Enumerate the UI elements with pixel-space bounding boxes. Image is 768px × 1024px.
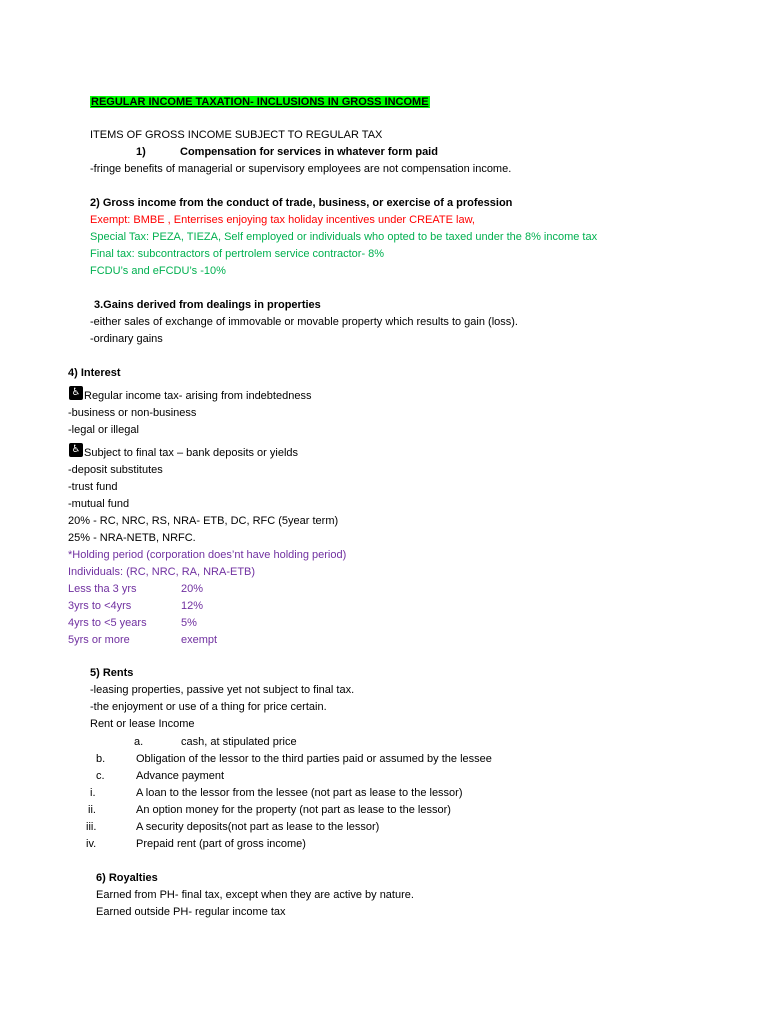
title-highlight: REGULAR INCOME TAXATION- INCLUSIONS IN GROSS INCOME: [91, 96, 429, 108]
item5-line1: -leasing properties, passive yet not subject to final tax.: [90, 684, 355, 696]
period-rate: 12%: [181, 600, 204, 612]
list-item: A security deposits(not part as lease to the lessor): [136, 821, 380, 833]
item2-heading: 2) Gross income from the conduct of trade, business, or exercise of a profession: [90, 197, 513, 209]
item4-regular: Regular income tax- arising from indebtedness: [84, 390, 312, 402]
list-marker: b.: [96, 753, 106, 765]
list-item: Advance payment: [136, 770, 225, 782]
list-marker: iv.: [86, 838, 97, 850]
list-marker: iii.: [86, 821, 97, 833]
list-item: A loan to the lessor from the lessee (not part as lease to the lessor): [136, 787, 463, 799]
item2-final-tax: Final tax: subcontractors of pertrolem service contractor- 8%: [90, 248, 385, 260]
document-subtitle: ITEMS OF GROSS INCOME SUBJECT TO REGULAR TAX: [90, 129, 383, 141]
item5-heading: 5) Rents: [90, 667, 134, 679]
item3-line2: -ordinary gains: [90, 333, 163, 345]
period-rate: exempt: [181, 634, 218, 646]
item4-mutual: -mutual fund: [68, 498, 130, 510]
list-marker: ii.: [88, 804, 96, 816]
item5-line3: Rent or lease Income: [90, 718, 195, 730]
item5-line2: -the enjoyment or use of a thing for price certain.: [90, 701, 327, 713]
item3-line1: -either sales of exchange of immovable or movable property which results to gain (loss).: [90, 316, 518, 328]
item4-deposit: -deposit substitutes: [68, 464, 163, 476]
list-item: cash, at stipulated price: [181, 736, 297, 748]
period-label: 5yrs or more: [68, 634, 130, 646]
item4-trust: -trust fund: [68, 481, 118, 493]
item4-holding: *Holding period (corporation does’nt have holding period): [68, 549, 347, 561]
item4-business: -business or non-business: [68, 407, 197, 419]
list-marker: a.: [134, 736, 144, 748]
item4-rate20: 20% - RC, NRC, RS, NRA- ETB, DC, RFC (5year term): [68, 515, 339, 527]
item2-fcdu: FCDU’s and eFCDU’s -10%: [90, 265, 226, 277]
item6-heading: 6) Royalties: [96, 872, 158, 884]
item1-heading: Compensation for services in whatever form paid: [180, 146, 438, 158]
item1-note: -fringe benefits of managerial or supervisory employees are not compensation income.: [90, 163, 512, 175]
item6-line1: Earned from PH- final tax, except when they are active by nature.: [96, 889, 414, 901]
wheelchair-icon: ♿: [69, 386, 83, 400]
item4-heading: 4) Interest: [68, 367, 121, 379]
wheelchair-icon: ♿: [69, 443, 83, 457]
list-marker: i.: [90, 787, 96, 799]
period-label: 3yrs to <4yrs: [68, 600, 132, 612]
item2-special-tax: Special Tax: PEZA, TIEZA, Self employed or individuals who opted to be taxed under the 8% income tax: [90, 231, 598, 243]
period-label: 4yrs to <5 years: [68, 617, 147, 629]
item1-number: 1): [136, 146, 146, 158]
item6-line2: Earned outside PH- regular income tax: [96, 906, 286, 918]
item4-legal: -legal or illegal: [68, 424, 139, 436]
list-marker: c.: [96, 770, 105, 782]
item4-individuals: Individuals: (RC, NRC, RA, NRA-ETB): [68, 566, 256, 578]
period-rate: 5%: [181, 617, 197, 629]
item2-exempt: Exempt: BMBE , Enterrises enjoying tax holiday incentives under CREATE law,: [90, 214, 475, 226]
item3-heading: 3.Gains derived from dealings in properties: [94, 299, 321, 311]
list-item: An option money for the property (not part as lease to the lessor): [136, 804, 451, 816]
period-rate: 20%: [181, 583, 204, 595]
document-title: [90, 95, 430, 109]
list-item: Obligation of the lessor to the third parties paid or assumed by the lessee: [136, 753, 492, 765]
item4-rate25: 25% - NRA-NETB, NRFC.: [68, 532, 196, 544]
item4-final: Subject to final tax – bank deposits or yields: [84, 447, 299, 459]
period-label: Less tha 3 yrs: [68, 583, 137, 595]
list-item: Prepaid rent (part of gross income): [136, 838, 306, 850]
